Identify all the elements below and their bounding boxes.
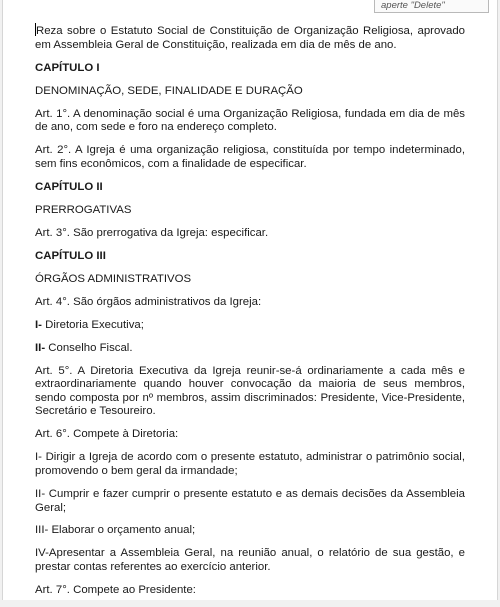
competence-item-1: I- Dirigir a Igreja de acordo com o presente estatuto, administrar o patrimônio social, promovendo o bem geral da irmandade; [35,451,465,477]
organ-item-1-label: I- [35,318,42,331]
chapter-3-title: CAPÍTULO III [35,249,106,262]
organ-item-2-text: Conselho Fiscal. [45,341,133,354]
article-5: Art. 5°. A Diretoria Executiva da Igreja reunir-se-á ordinariamente a cada mês e extraordinariamente quando houver convocação da maioria de seus membros, sendo composta por nº membros, assim discriminados: Presidente, Vice-Presidente, Secretário e Tesoureiro. [35,364,465,418]
competence-item-4: IV-Apresentar a Assembleia Geral, na reunião anual, o relatório de sua gestão, e prestar contas referentes ao exercício anterior. [35,547,465,574]
chapter-2-title: CAPÍTULO II [35,180,103,193]
intro-text: Reza sobre o Estatuto Social de Constituição de Organização Religiosa, aprovado em Assembleia Geral de Constituição, realizada em dia de mês de ano. [35,25,465,51]
delete-hint-label: aperte "Delete" [374,0,489,13]
competence-item-2: II- Cumprir e fazer cumprir o presente estatuto e as demais decisões da Assembleia Geral; [35,487,465,514]
chapter-3-subtitle: ÓRGÃOS ADMINISTRATIVOS [35,272,192,285]
organ-item-1-text: Diretoria Executiva; [41,318,144,331]
intro-paragraph [35,23,465,52]
document-page[interactable] [2,0,498,600]
organ-item-1 [35,319,465,333]
article-7: Art. 7°. Compete ao Presidente: [35,584,196,597]
organ-item-2-label: II- [35,341,46,354]
chapter-1-title: CAPÍTULO I [35,61,100,74]
document-body[interactable] [35,23,465,607]
organ-item-2 [35,342,465,356]
article-2: Art. 2°. A Igreja é uma organização religiosa, constituída por tempo indeterminado, sem fins econômicos, com a finalidade de especificar. [35,144,465,170]
article-6: Art. 6°. Compete à Diretoria: [35,428,179,441]
article-4: Art. 4°. São órgãos administrativos da Igreja: [35,295,262,308]
chapter-1-subtitle: DENOMINAÇÃO, SEDE, FINALIDADE E DURAÇÃO [35,84,303,97]
article-3: Art. 3°. São prerrogativa da Igreja: especificar. [35,226,269,239]
competence-item-3: III- Elaborar o orçamento anual; [35,524,196,537]
article-1: Art. 1°. A denominação social é uma Organização Religiosa, fundada em dia de mês de ano, com sede e foro na endereço completo. [35,107,465,134]
chapter-2-subtitle: PRERROGATIVAS [35,203,132,216]
